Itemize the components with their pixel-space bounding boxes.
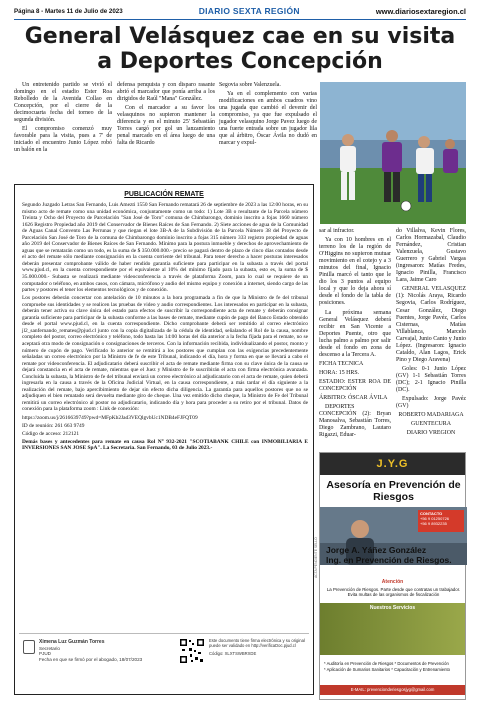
- contact-phone[interactable]: +56 9 01250726: [420, 516, 450, 521]
- notice-paragraph: Segundo Juzgado Letras San Fernando, Luis Amezti 1550 San Fernando rematará 26 de septiembre de 2023 a las 12:00 horas, en su mismo acto de remate como una unidad económica, conjuntamente como un todo: 1) Lote 3B o resultante de la Parcela número Treinta y Ocho del Proyecto de Parcelación "San José de Toro" comuna de Chimbarongo, dominio inscrito a fojas 1660 número 1626 Registro Propiedad año 2019 del Conservador de Bienes Raíces de San Fernando. 2) Siete acciones de agua de la Comunidad de Aguas Canal Convento Las Perrunas y que riegan el lote 3B-A de la Subdivisión de la Parcela Número 38 del Proyecto de Parcelación San José de Toro de la comuna de Chimbarongo dominio inscrito a fojas 315 número 333 registro propiedad de aguas año 2019 del Conservador de Bienes Raíces de San Fernando. Mínimo para la postura inmueble y derechos de aprovechamiento de aguas que se rematarán como un todo, es la suma de $ 350.000.000.- precio se pagará dentro de plazo de cinco días contados desde el acto del remate sólo mediante consignación en la cuenta corriente del tribunal. Para tener derecho a hacer posturas interesados deberán presentar comprobante válido de haber rendido garantía suficiente para participar en la subasta a través del portal www.pjud.cl, en la cuenta correspondiente por el equivalente al 10% del mínimo fijado para la subasta, esto es, la suma de $ 35.000.000.- Subasta se realizará mediante videoconferencia a través de plataforma Zoom, para lo cual se requiere de un computador o teléfono, en ambos casos, con cámara, micrófono y audio del mismo equipo y conexión a internet, siendo cargo de las partes y postores el tener los elementos tecnológicos y de conexión.: [22, 202, 308, 294]
- section-title: DIARIO SEXTA REGIÓN: [198, 6, 300, 16]
- notice-title: PUBLICACIÓN REMATE: [124, 191, 204, 198]
- article-column-4: [319, 228, 391, 441]
- service-label: Auditoría en Prevención de Riesgos: [326, 661, 394, 666]
- ad-subtext: La Prevención de Riesgos. Parte desde que contratas un trabajador. Evita multas de las organismos de fiscalización: [326, 587, 461, 598]
- service-label: Documentos de Prevención: [397, 661, 449, 666]
- paragraph: do Villalva, Kevin Flores, Carlos Hormazabal, Claudio Fernández, Cristian Valenzuela, Gustavo Guerrero y Gabriel Vargas (ingresaron: Matías Fredes, Ignacio Pinilla, Francisco Lara, Jaime Caro: [396, 228, 466, 284]
- author-name: ROBERTO MADARIAGA: [398, 412, 464, 419]
- tech-sheet-title: FICHA TECNICA: [319, 360, 364, 367]
- legal-notice: [14, 184, 314, 695]
- ad-attention: Atención: [381, 579, 404, 585]
- article-headline: [14, 24, 466, 74]
- ad-brand: J.Y.G: [320, 453, 465, 475]
- advertisement[interactable]: [319, 452, 466, 700]
- signature-block: [19, 633, 309, 689]
- signer-note: Fecha en que se firmó por el abogado, 18/07/2023: [39, 656, 143, 662]
- paragraph: sar al infractor.: [319, 228, 355, 234]
- notice-paragraph: Los postores deberán concertar con antelación de 10 minutos a la hora programada a fin de que la Ministro de fe del tribunal compruebe sus identidades y se realicen las pruebas de video y audio correspondientes. Los interesados en participar en la subasta, deberán tener activa su clave única del estado para efectos de suscribir la correspondiente acta de remate y deberán consignar garantía suficiente para participar de la subasta conforme a las bases de remate, mediante cupón de pago del Banco Estado obtenido desde el portal www.pjud.cl, en la cuenta correspondiente. Dicho comprobante deberá ser remitido al correo electrónico jl2_sanfernando_remates@pjud.cl junto con la copia digitalizada de la cédula de identidad, señalando el Rol de la causa, nombre completo del postor, correo electrónico y teléfono, todo hasta las 14:00 horas del día anterior a la fecha fijada para el remate, no se aceptará otra modo de consignación o consignaciones de terceros. Con la información recibida, individualizando el postor, monto y número de cupón de pago. Verificado lo anterior se remitirá a los postores que cumplan con las exigencias precedentemente señaladas un correo electrónico por la Ministro de fe de este Tribunal, indicando el día, hora y forma en que se llevará a cabo el remate por videoconferencia. El adjudicatario deberá suscribir el acta de remate mediante firma con su clave única de la causa se dejará constancia en el acta de remate, mientras que el Juez y Ministro de fe suscribirán el acta con firma electrónica avanzada. Concluida la subasta, la Ministro de fe del tribunal enviará un correo electrónico al adjudicatario con el acta de remate, quien deberá ingresarla en la causa a través de la Oficina Judicial Virtual, en la causa correspondiente, a más tardar el día siguiente a la realización del remate, bajo apercibimiento de dejar sin efecto dicha diligencia. La garantía para aquellos postores que no se adjudiquen el bien rematado será devuelta mediante giro de cheque. Una vez emitido dicho cheque, la Ministro de Fe del Tribunal remitirá un correo electrónico al postor no adjudicatario, indicando día y hora para proceder a su retiro por el tribunal. Datos de conexión para la plataforma zoom : Link de conexión:: [22, 295, 308, 413]
- ad-person: [326, 545, 464, 565]
- paragraph: Expulsado: Jorge Pavéz (GV): [396, 396, 466, 410]
- paragraph: Un entretenido partido se vivió el domingo en el estadio Ester Roa Rebolledo de la Avenida Collao en Concepción, por el cierre de la decimocuarta fecha del torneo de la segunda división.: [14, 82, 112, 124]
- paragraph: Con el marcador a su favor los velasquinos no supieron mantener la diferencia y en el minuto 25' Sebastián Torres cargó por gol un lanzamiento penal marcado en el área luego de una falta de Ricardo: [117, 105, 215, 147]
- paragraph: GENERAL VELASQUEZ (1): Nicolás Araya, Ricardo Segovia, Carlos Rodríguez, Cesar González, Diego Fuentes, Jorge Pavéz, Carlos Cisternas, Matías Villablanca, Marcelo Carvajal, Junio Canto y Junio López. (Ingresaron: Ignacio Cataldo, Alan Lagos, Erick Pino y Diego Aravena): [396, 286, 466, 363]
- ad-title: Asesoría en Prevención de Riesgos: [326, 479, 461, 503]
- meeting-id: ID de reunión: 261 663 9749: [22, 422, 85, 429]
- paragraph: La próxima semana General Velásquez deberá recibir en San Vicente a Deportes Puente, otro que lucha palmo a palmo por salir desde el fondo en zona de descenso a la Tercera A.: [319, 309, 391, 358]
- imprint-text: ACTA PENDIENTE SELLO: [314, 537, 318, 578]
- service-item: * Aplicación de Sumarios Sanitarios * Capacitación y Entrenamiento: [324, 667, 450, 672]
- pjud-logo-icon: [23, 640, 35, 654]
- tech-sheet-line: ESTADIO: ESTER ROA DE CONCEPCIÓN: [319, 378, 391, 392]
- notice-paragraph: Demás bases y antecedentes para remate en causa Rol N° 932-2021 "SCOTIABANK CHILE con INMOBILIARIA E INVERSIONES SAN JOSE SpA". La Secretaria. San Fernando, 03 de Julio 2023.-: [22, 438, 308, 452]
- ad-person-title: Ing. en Prevención de Riesgos.: [326, 555, 452, 565]
- tech-sheet-line: HORA: 15 HRS.: [319, 369, 360, 376]
- ad-person-name: Jorge A. Yáñez González: [326, 545, 427, 555]
- signer-info: [23, 640, 143, 678]
- article-column-3: [219, 82, 317, 149]
- service-item: * Auditoría en Prevención de Riesgos * Documentos de Prevención: [324, 661, 449, 666]
- paragraph: Ya en el complemento con varias modificaciones en ambos cuadros vino una jugada que cambió el devenir del compromiso, ya que fue expulsado el jugador velasquino Jorge Pavez luego de una fuerte entrada sobre un jugador lila que al árbitro, Óscar Ávila no dudó en marcar y expul-: [219, 91, 317, 147]
- paragraph: Ya con 10 hombres en el terreno los de la región de O'Higgins no supieron mutuar movimiento en el cotejo y a 3 minutos del final, Ignacio Pinilla marcó el tanto que le dio los 3 puntos al equipo local y que lo deja ahora sí desde el fondo de la tabla de posiciones.: [319, 237, 391, 307]
- paragraph: El compromiso comenzó muy favorable para la visita, pues a 7' de iniciado el encuentro Junio López robó un balón en la: [14, 126, 112, 154]
- article-column-5: [396, 228, 466, 439]
- paragraph: defensa penquista y con disparo rasante abrió el marcador que ponía arriba a los dirigidos de Raúl "Mana" González.: [117, 82, 215, 103]
- ad-contact-box[interactable]: [418, 510, 464, 532]
- qr-validation-text: Este documento tiene firma electrónica y su original puede ser validado en http://verificaDoc.pjud.cl: [209, 638, 305, 649]
- signer-role: Secretario: [39, 645, 60, 651]
- ad-email[interactable]: E-MAIL: prevencionderiesgosjyg@gmail.com: [320, 685, 465, 695]
- contact-phone[interactable]: +56 9 8932235: [420, 521, 447, 526]
- author-name: GUENTECURA: [411, 421, 451, 428]
- access-code: Código de acceso: 212121: [22, 430, 80, 437]
- service-label: Capacitación y Entrenamiento: [394, 667, 450, 672]
- paragraph: Goles: 0-1 Junio López (GV) 1-1 Sebastián Torres (DC); 2-1 Ignacio Pinilla (DC).: [396, 365, 466, 394]
- qr-caption: [209, 638, 305, 657]
- signer-org: PJUD: [39, 651, 51, 657]
- page-header: [14, 4, 466, 18]
- article-column-2: [117, 82, 215, 149]
- qr-code-icon: [179, 638, 205, 664]
- paragraph: Segovia sobre Valenzuela.: [219, 82, 281, 88]
- service-label: Aplicación de Sumarios Sanitarios: [326, 667, 391, 672]
- tech-sheet-line: DEPORTES CONCEPCIÓN (2): Bryan Manosalva, Sebastián Torres, Diego Zambrano, Lautaro Rigazzi, Eduar-: [319, 404, 391, 439]
- headline-line-1: General Velásquez cae en su visita: [24, 24, 456, 49]
- zoom-link[interactable]: https://zoom.us/j/2616639749?pwd=MFpKb2Jad3VEQlgvbUc1NDB4eFJFQT09: [22, 414, 198, 421]
- author-outlet: DIARIO VREGION: [406, 430, 456, 437]
- header-rule: [14, 19, 466, 20]
- notice-body: [22, 202, 308, 453]
- tech-sheet-line: ÁRBITRO: ÓSCAR ÁVILA: [319, 395, 388, 402]
- contact-label: CONTACTO: [420, 511, 443, 516]
- website-link[interactable]: www.diariosextaregion.cl: [375, 6, 466, 16]
- qr-code-text: Código: XLXTSWBRXDE: [209, 651, 257, 657]
- signer-name: Ximena Luz Guzmán Torres: [39, 639, 105, 645]
- article-column-1: [14, 82, 112, 156]
- ad-services-list: [324, 661, 463, 673]
- ad-services-title: Nuestros Servicios: [369, 605, 416, 611]
- match-photo: [320, 82, 466, 224]
- headline-line-2: a Deportes Concepción: [97, 49, 383, 74]
- page-info: Página 8 - Martes 11 de Julio de 2023: [14, 7, 123, 15]
